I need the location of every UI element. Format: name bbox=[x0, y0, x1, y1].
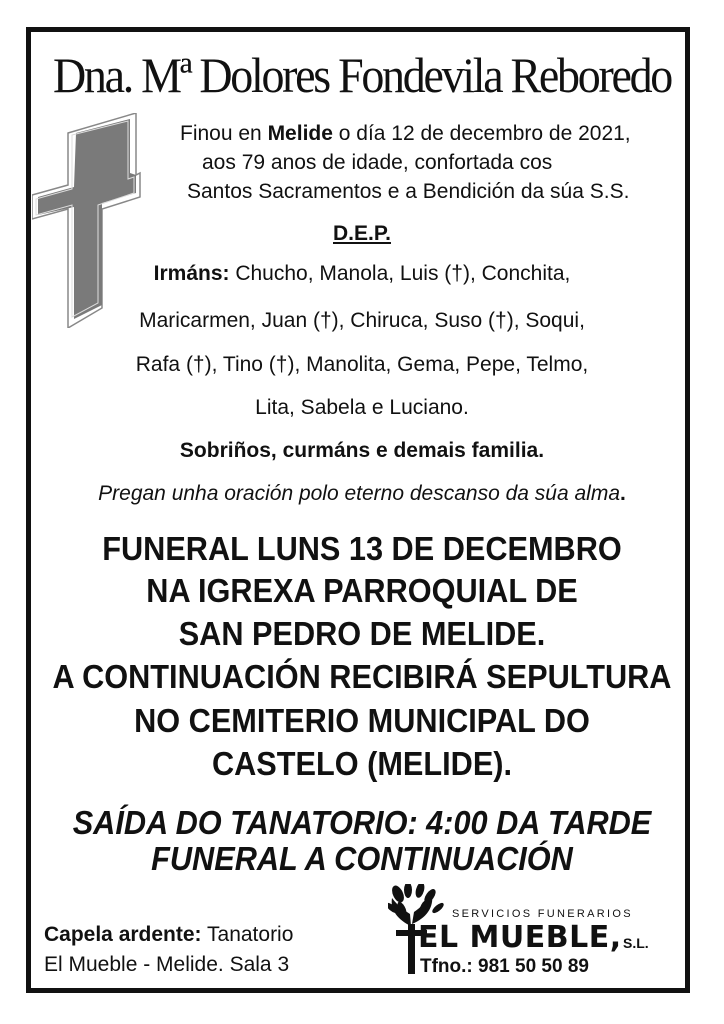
chapel-line-1: Capela ardente: Tanatorio bbox=[44, 923, 294, 946]
siblings-line-3: Rafa (†), Tino (†), Manolita, Gema, Pepe, Telmo, bbox=[135, 353, 589, 376]
funeral-line-3: SAN PEDRO DE MELIDE. bbox=[178, 615, 546, 652]
family-line: Sobriños, curmáns e demais familia. bbox=[179, 439, 545, 462]
deceased-name: Dna. Mª Dolores Fondevila Reboredo bbox=[53, 47, 671, 103]
dep-heading: D.E.P. bbox=[333, 222, 391, 245]
siblings-line-4: Lita, Sabela e Luciano. bbox=[255, 396, 469, 419]
intro-line-2: aos 79 anos de idade, confortada cos bbox=[202, 151, 553, 174]
chapel-info bbox=[44, 920, 293, 980]
place-name: Melide bbox=[267, 122, 333, 145]
intro-line-1: Finou en Melide o día 12 de decembro de 2021, bbox=[180, 122, 631, 145]
funeral-line-2: NA IGREXA PARROQUIAL DE bbox=[146, 572, 578, 609]
chapel-line-2: El Mueble - Melide. Sala 3 bbox=[44, 953, 290, 976]
siblings-line-2: Maricarmen, Juan (†), Chiruca, Suso (†), Soqui, bbox=[139, 309, 585, 332]
siblings-line-1: Irmáns: Chucho, Manola, Luis (†), Conchita, bbox=[153, 262, 571, 285]
funeral-line-1: FUNERAL LUNS 13 DE DECEMBRO bbox=[102, 530, 622, 567]
intro-line-3: Santos Sacramentos e a Bendición da súa S.S. bbox=[187, 180, 630, 203]
funeral-line-5: NO CEMITERIO MUNICIPAL DO bbox=[134, 702, 590, 739]
logo-phone: Tfno.: 981 50 50 89 bbox=[420, 956, 589, 977]
departure-line-1: SAÍDA DO TANATORIO: 4:00 DA TARDE bbox=[72, 804, 652, 841]
prayer-line: Pregan unha oración polo eterno descanso da súa alma. bbox=[98, 482, 626, 505]
logo-suffix: S.L. bbox=[623, 935, 649, 951]
funeral-line-6: CASTELO (MELIDE). bbox=[211, 745, 513, 782]
departure-line-2: FUNERAL A CONTINUACIÓN bbox=[151, 840, 573, 877]
logo-brand: EL MUEBLE, bbox=[418, 920, 622, 955]
logo-tagline: SERVICIOS FUNERARIOS bbox=[452, 908, 633, 920]
cross-icon bbox=[32, 113, 142, 328]
funeral-line-4: A CONTINUACIÓN RECIBIRÁ SEPULTURA bbox=[52, 658, 672, 695]
